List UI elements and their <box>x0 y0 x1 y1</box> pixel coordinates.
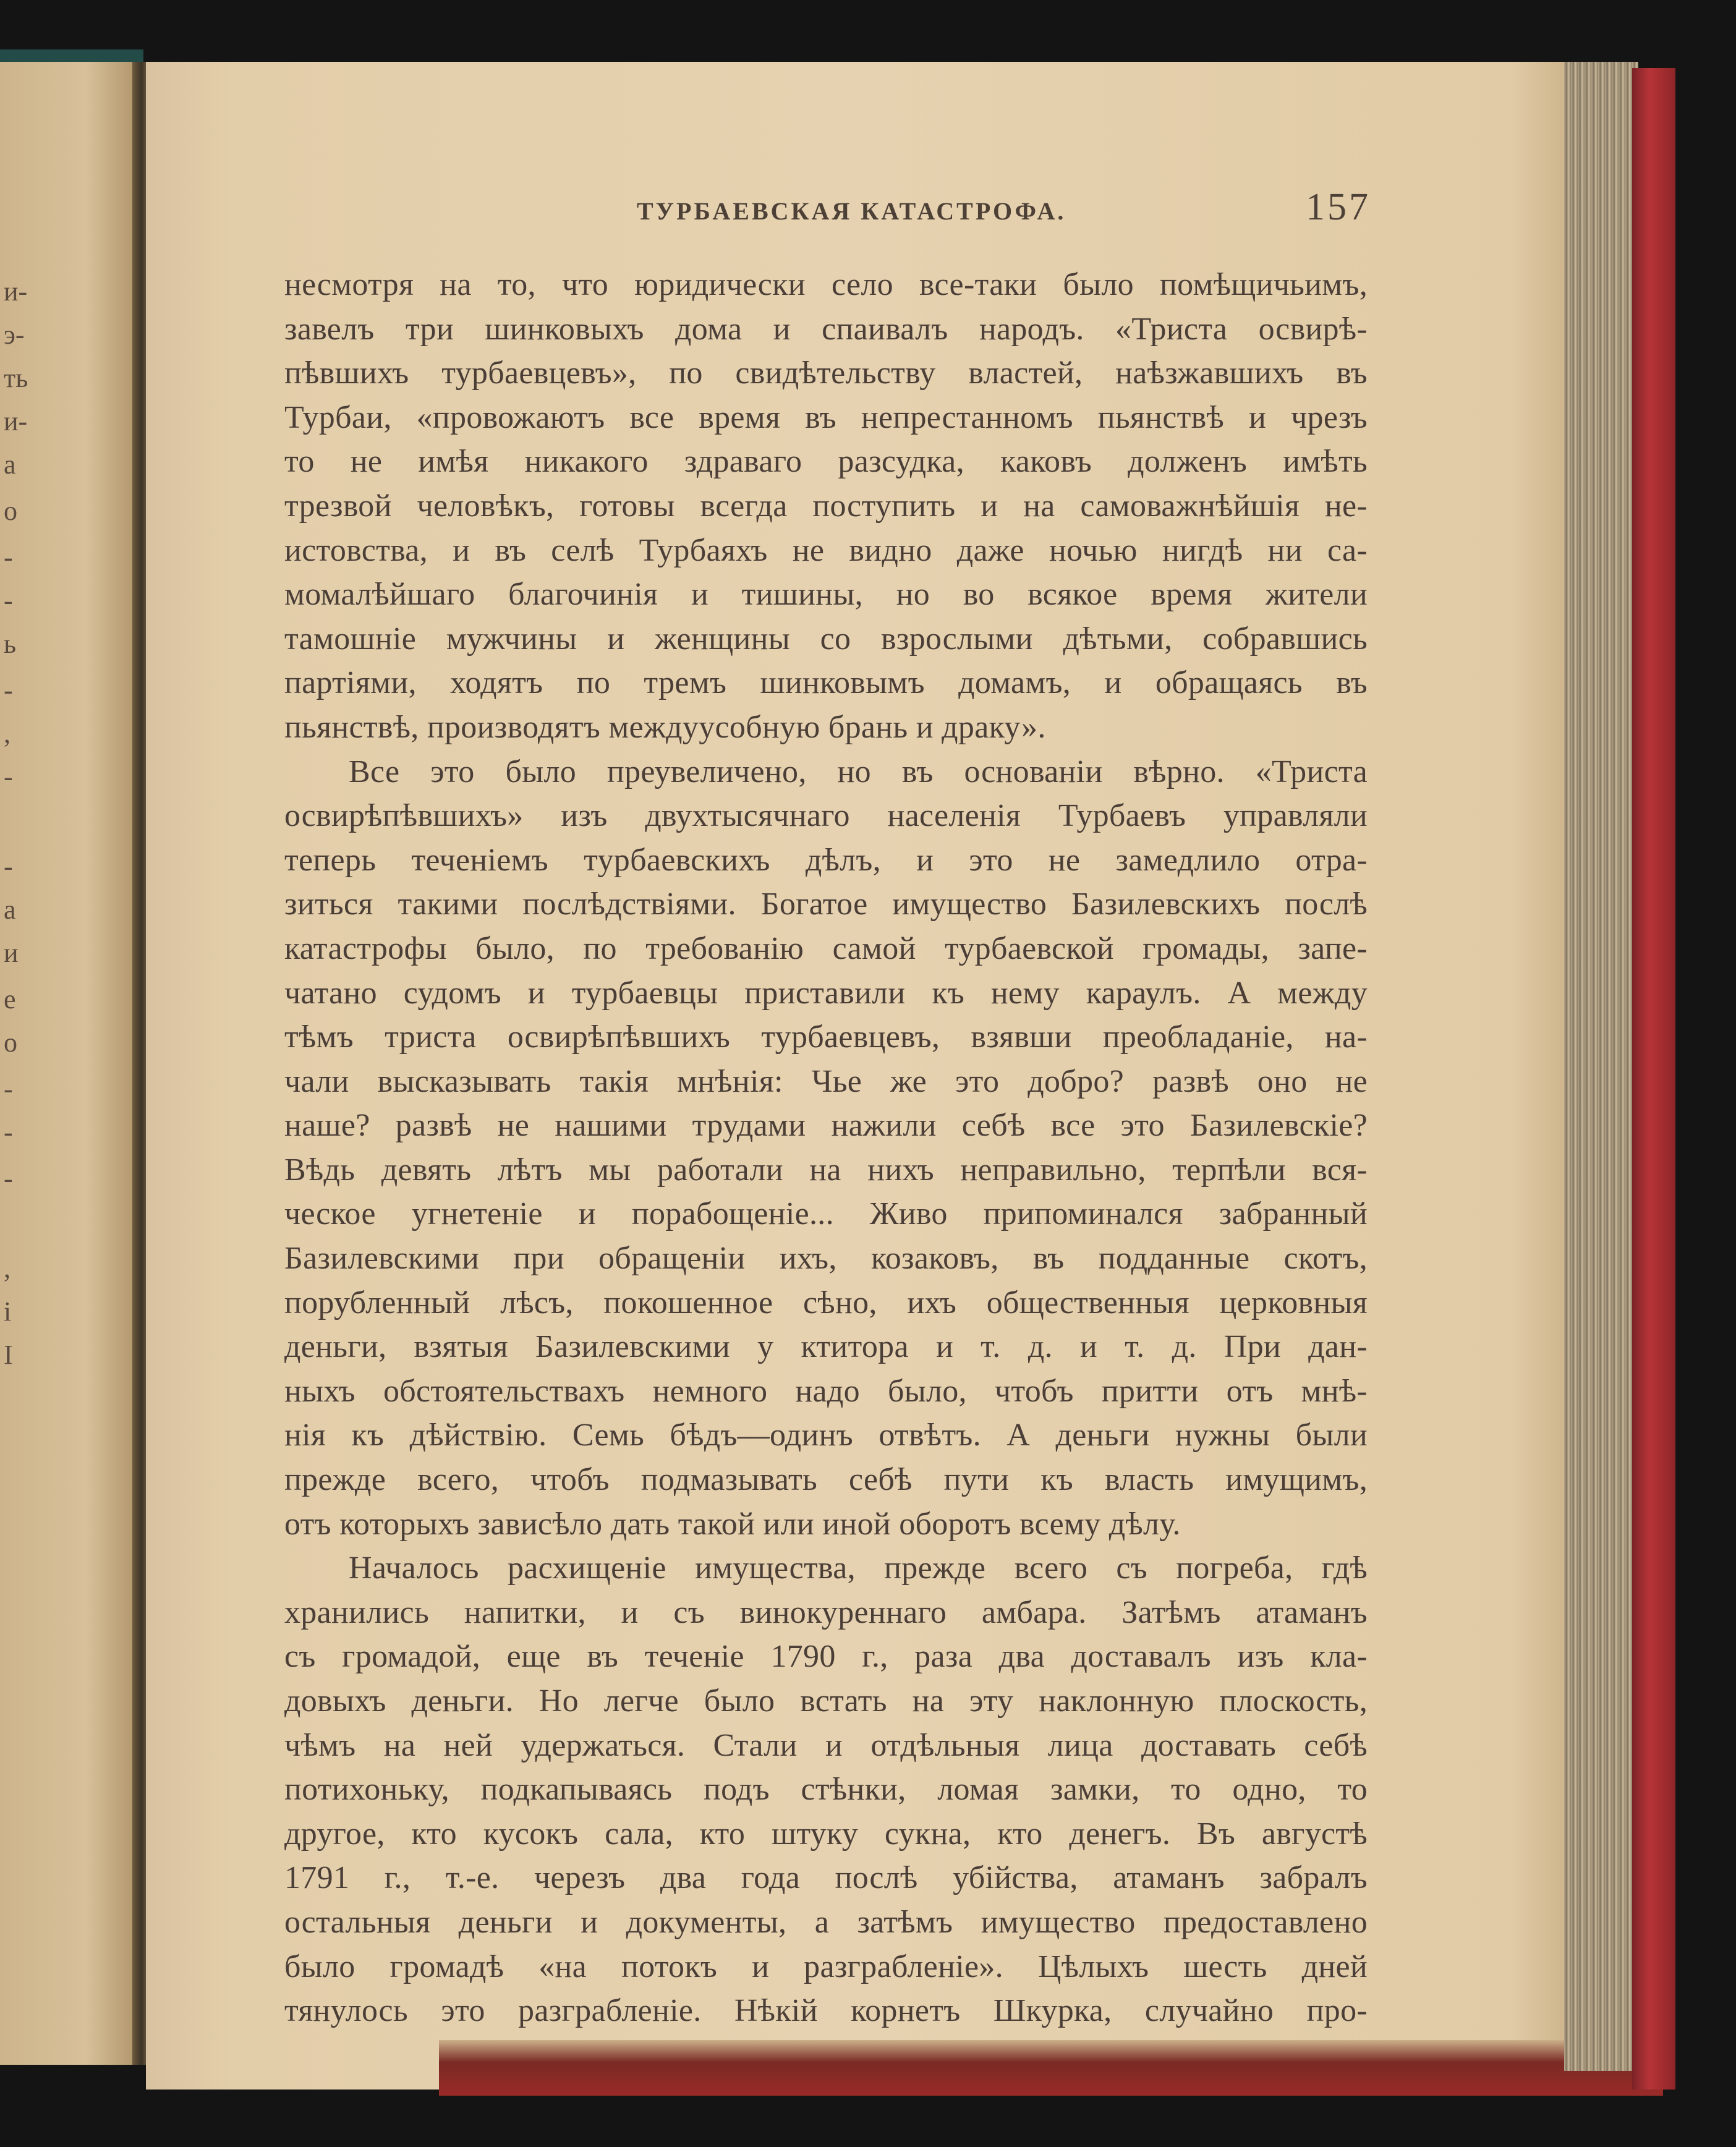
text-line: ческое угнетеніе и порабощеніе... Живо припоминался забранный <box>284 1196 1368 1232</box>
running-title: ТУРБАЕВСКАЯ КАТАСТРОФА. <box>637 197 1066 225</box>
text-line: хранились напитки, и съ винокуреннаго амбара. Затѣмъ атаманъ <box>284 1594 1368 1630</box>
text-line: 1791 г., т.-е. черезъ два года послѣ убійства, атаманъ забралъ <box>284 1860 1368 1896</box>
text-line: довыхъ деньги. Но легче было встать на эту наклонную плоскость, <box>284 1683 1368 1719</box>
left-page-headband <box>0 49 143 63</box>
page-edges <box>1564 62 1638 2071</box>
text-line: тѣмъ триста освирѣпѣвшихъ турбаевцевъ, взявши преобладаніе, на- <box>284 1019 1368 1055</box>
left-fragment: э- <box>4 320 25 350</box>
text-line: Базилевскими при обращеніи ихъ, козаковъ, въ подданные скотъ, <box>284 1241 1368 1277</box>
left-fragment: а <box>4 895 16 925</box>
book-bottom-edge <box>439 2040 1663 2096</box>
text-line: деньги, взятыя Базилевскими у ктитора и т. д. и т. д. При дан- <box>284 1329 1368 1365</box>
left-fragment: - <box>4 1117 13 1147</box>
left-page <box>0 62 143 2065</box>
text-line: завелъ три шинковыхъ дома и спаивалъ народъ. «Триста освирѣ- <box>284 311 1368 347</box>
text-line: чѣмъ на ней удержаться. Стали и отдѣльныя лица доставать себѣ <box>284 1727 1368 1763</box>
text-line: то не имѣя никакого здраваго разсудка, каковъ долженъ имѣть <box>284 444 1368 480</box>
paragraph-start-line: Началось расхищеніе имущества, прежде всего съ погреба, гдѣ <box>349 1550 1368 1586</box>
text-line: остальныя деньги и документы, а затѣмъ имущество предоставлено <box>284 1904 1368 1940</box>
left-fragment: - <box>4 851 13 882</box>
text-line: потихоньку, подкапываясь подъ стѣнки, ломая замки, то одно, то <box>284 1772 1368 1808</box>
text-line: освирѣпѣвшихъ» изъ двухтысячнаго населенія Турбаевъ управляли <box>284 798 1368 834</box>
left-fragment: - <box>4 675 13 705</box>
left-fragment: - <box>4 762 13 792</box>
left-fragment: , <box>4 1253 11 1283</box>
text-line: съ громадой, еще въ теченіе 1790 г., раза два доставалъ изъ кла- <box>284 1639 1368 1675</box>
text-line: партіями, ходятъ по тремъ шинковымъ домамъ, и обращаясь въ <box>284 665 1368 701</box>
text-line: пѣвшихъ турбаевцевъ», по свидѣтельству властей, наѣзжавшихъ въ <box>284 355 1368 391</box>
left-fragment: и- <box>4 406 28 436</box>
left-fragment: - <box>4 585 13 616</box>
text-line: тамошніе мужчины и женщины со взрослыми дѣтьми, собравшись <box>284 621 1368 657</box>
left-fragment: о <box>4 1027 17 1058</box>
left-fragment: - <box>4 542 13 572</box>
text-line: ныхъ обстоятельствахъ немного надо было, чтобъ притти отъ мнѣ- <box>284 1373 1368 1409</box>
text-line: прежде всего, чтобъ подмазывать себѣ пути къ власть имущимъ, <box>284 1462 1368 1498</box>
text-line: чатано судомъ и турбаевцы приставили къ нему караулъ. А между <box>284 975 1368 1011</box>
text-line: нія къ дѣйствію. Семь бѣдъ—одинъ отвѣтъ. А деньги нужны были <box>284 1418 1368 1453</box>
paragraph-start-line: Все это было преувеличено, но въ основаніи вѣрно. «Триста <box>349 754 1368 789</box>
left-fragment: ть <box>4 363 28 393</box>
text-line: трезвой человѣкъ, готовы всегда поступить и на самоважнѣйшія не- <box>284 488 1368 524</box>
left-fragment: - <box>4 1163 13 1194</box>
left-fragment: а <box>4 449 16 480</box>
text-line: порубленный лѣсъ, покошенное сѣно, ихъ общественныя церковныя <box>284 1285 1368 1320</box>
text-line: наше? развѣ не нашими трудами нажили себѣ все это Базилевскіе? <box>284 1108 1368 1144</box>
book-cover-edge <box>1632 68 1675 2090</box>
text-line: теперь теченіемъ турбаевскихъ дѣлъ, и это не замедлило отра- <box>284 842 1368 878</box>
page-number: 157 <box>1306 186 1371 228</box>
text-line: зиться такими послѣдствіями. Богатое имущество Базилевскихъ послѣ <box>284 886 1368 922</box>
text-line: Турбаи, «провожаютъ все время въ непрестанномъ пьянствѣ и чрезъ <box>284 399 1368 435</box>
left-fragment: е <box>4 984 16 1014</box>
text-line: несмотря на то, что юридически село все-таки было помѣщичьимъ, <box>284 267 1368 302</box>
text-line: момалѣйшаго благочинія и тишины, но во всякое время жители <box>284 577 1368 613</box>
text-line: катастрофы было, по требованію самой турбаевской громады, запе- <box>284 930 1368 966</box>
text-line: тянулось это разграбленіе. Нѣкій корнетъ Шкурка, случайно про- <box>284 1993 1368 2029</box>
text-line: пьянствѣ, производятъ междуусобную брань и драку». <box>284 709 1046 745</box>
left-fragment: і <box>4 1296 12 1327</box>
text-line: было громадѣ «на потокъ и разграбленіе». Цѣлыхъ шесть дней <box>284 1949 1368 1984</box>
text-line: другое, кто кусокъ сала, кто штуку сукна, кто денегъ. Въ августѣ <box>284 1816 1368 1852</box>
left-fragment: и <box>4 938 19 968</box>
text-line: Вѣдь девять лѣтъ мы работали на нихъ неправильно, терпѣли вся- <box>284 1152 1368 1188</box>
left-fragment: ь <box>4 629 17 659</box>
text-line: истовства, и въ селѣ Турбаяхъ не видно даже ночью нигдѣ ни са- <box>284 532 1368 568</box>
left-fragment: - <box>4 1074 13 1104</box>
left-fragment: І <box>4 1340 13 1370</box>
left-fragment: и- <box>4 276 28 307</box>
left-fragment: о <box>4 496 17 526</box>
left-fragment: , <box>4 718 11 749</box>
text-line: чали высказывать такія мнѣнія: Чье же это добро? развѣ оно не <box>284 1063 1368 1099</box>
text-line: отъ которыхъ зависѣло дать такой или иной оборотъ всему дѣлу. <box>284 1506 1181 1542</box>
body-text <box>284 263 1368 2033</box>
